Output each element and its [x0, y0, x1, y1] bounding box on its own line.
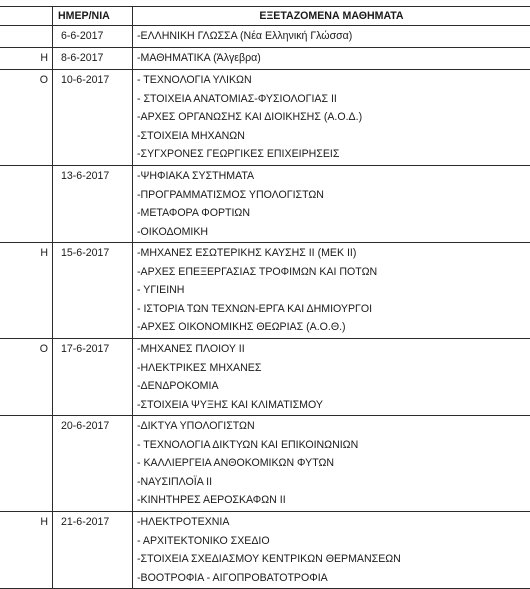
date-cell	[52, 48, 133, 69]
header-subjects-cell	[133, 7, 530, 25]
subject-item: -ΣΤΟΙΧΕΙΑ ΨΥΞΗΣ ΚΑΙ ΚΛΙΜΑΤΙΣΜΟΥ	[137, 398, 323, 411]
subject-item: -ΑΡΧΕΣ ΟΙΚΟΝΟΜΙΚΗΣ ΘΕΩΡΙΑΣ (Α.Ο.Θ.)	[137, 321, 346, 334]
exam-date: 15-6-2017	[61, 247, 110, 259]
header-date-label: ΗΜΕΡ/ΝΙΑ	[58, 10, 110, 22]
exam-date: 6-6-2017	[61, 30, 104, 42]
subject-item: -ΣΤΟΙΧΕΙΑ ΜΗΧΑΝΩΝ	[137, 129, 245, 142]
subject-item: -ΔΕΝΔΡΟΚΟΜΙΑ	[137, 380, 219, 393]
day-cell	[0, 243, 53, 338]
subject-item: - ΥΓΙΕΙΝΗ	[137, 284, 185, 297]
subject-item: - ΣΤΟΙΧΕΙΑ ΑΝΑΤΟΜΙΑΣ-ΦΥΣΙΟΛΟΓΙΑΣ ΙΙ	[137, 92, 337, 105]
day-cell	[0, 48, 53, 69]
table-header-row	[0, 6, 530, 25]
subject-list	[137, 27, 352, 46]
subject-item: -ΝΑΥΣΙΠΛΟΪΑ ΙΙ	[137, 475, 213, 488]
date-cell	[52, 416, 133, 511]
date-cell	[52, 339, 133, 415]
table-row	[0, 242, 530, 338]
header-date-cell	[52, 7, 133, 25]
day-cell	[0, 416, 53, 511]
subject-list	[137, 340, 323, 414]
subject-item: -ΜΑΘΗΜΑΤΙΚΑ (Άλγεβρα)	[137, 52, 261, 64]
subject-item: - ΚΑΛΛΙΕΡΓΕΙΑ ΑΝΘΟΚΟΜΙΚΩΝ ΦΥΤΩΝ	[137, 457, 335, 470]
subjects-cell	[133, 512, 530, 588]
day-text: Ο	[39, 74, 48, 86]
table-row	[0, 47, 530, 69]
subject-item: -ΠΡΟΓΡΑΜΜΑΤΙΣΜΟΣ ΥΠΟΛΟΓΙΣΤΩΝ	[137, 188, 324, 201]
subject-list	[137, 49, 261, 68]
subject-item: -ΣΥΓΧΡΟΝΕΣ ΓΕΩΡΓΙΚΕΣ ΕΠΙΧΕΙΡΗΣΕΙΣ	[137, 148, 340, 161]
exam-date: 20-6-2017	[61, 420, 110, 432]
subject-item: - ΙΣΤΟΡΙΑ ΤΩΝ ΤΕΧΝΩΝ-ΕΡΓΑ ΚΑΙ ΔΗΜΙΟΥΡΓΟΙ	[137, 302, 373, 315]
subject-item: -ΨΗΦΙΑΚΑ ΣΥΣΤΗΜΑΤΑ	[137, 170, 255, 182]
subjects-cell	[133, 48, 530, 69]
subject-item: - ΑΡΧΙΤΕΚΤΟΝΙΚΟ ΣΧΕΔΙΟ	[137, 534, 270, 547]
subject-item: -ΚΙΝΗΤΗΡΕΣ ΑΕΡΟΣΚΑΦΩΝ ΙΙ	[137, 494, 286, 507]
day-cell	[0, 512, 53, 588]
day-text: Η	[40, 516, 48, 528]
subject-item: -ΑΡΧΕΣ ΕΠΕΞΕΡΓΑΣΙΑΣ ΤΡΟΦΙΜΩΝ ΚΑΙ ΠΟΤΩΝ	[137, 265, 378, 278]
date-cell	[52, 243, 133, 338]
subjects-cell	[133, 243, 530, 338]
subject-item: -ΜΕΤΑΦΟΡΑ ΦΟΡΤΙΩΝ	[137, 207, 251, 220]
subject-item: -ΒΟΟΤΡΟΦΙΑ - ΑΙΓΟΠΡΟΒΑΤΟΤΡΟΦΙΑ	[137, 571, 328, 584]
subjects-cell	[133, 416, 530, 511]
day-text: Η	[40, 247, 48, 259]
subjects-cell	[133, 26, 530, 47]
exam-schedule-table	[0, 6, 530, 589]
day-cell	[0, 26, 53, 47]
date-cell	[52, 166, 133, 242]
header-day-cell	[0, 7, 53, 25]
subject-list	[137, 513, 401, 587]
date-cell	[52, 26, 133, 47]
date-cell	[52, 512, 133, 588]
day-text: Η	[40, 52, 48, 64]
subject-item: -ΟΙΚΟΔΟΜΙΚΗ	[137, 225, 209, 238]
subject-list	[137, 244, 377, 337]
day-cell	[0, 339, 53, 415]
subject-item: -ΣΤΟΙΧΕΙΑ ΣΧΕΔΙΑΣΜΟΥ ΚΕΝΤΡΙΚΩΝ ΘΕΡΜΑΝΣΕΩΝ	[137, 553, 401, 566]
day-cell	[0, 166, 53, 242]
table-row	[0, 69, 530, 165]
subject-list	[137, 167, 324, 241]
subjects-cell	[133, 166, 530, 242]
subject-item: - ΤΕΧΝΟΛΟΓΙΑ ΔΙΚΤΥΩΝ ΚΑΙ ΕΠΙΚΟΙΝΩΝΙΩΝ	[137, 438, 359, 451]
subject-list	[137, 417, 358, 510]
exam-date: 13-6-2017	[61, 170, 110, 182]
subject-item: -ΜΗΧΑΝΕΣ ΕΣΩΤΕΡΙΚΗΣ ΚΑΥΣΗΣ ΙΙ (ΜΕΚ ΙΙ)	[137, 247, 357, 259]
table-row	[0, 25, 530, 47]
subject-item: -ΔΙΚΤΥΑ ΥΠΟΛΟΓΙΣΤΩΝ	[137, 420, 255, 432]
table-row	[0, 415, 530, 511]
table-body	[0, 25, 530, 589]
table-row	[0, 338, 530, 415]
subject-item: -ΑΡΧΕΣ ΟΡΓΑΝΩΣΗΣ ΚΑΙ ΔΙΟΙΚΗΣΗΣ (Α.Ο.Δ.)	[137, 111, 363, 124]
day-text: Ο	[39, 343, 48, 355]
subjects-cell	[133, 339, 530, 415]
exam-date: 10-6-2017	[61, 74, 110, 86]
exam-date: 8-6-2017	[61, 52, 104, 64]
exam-date: 17-6-2017	[61, 343, 110, 355]
subject-item: -ΗΛΕΚΤΡΙΚΕΣ ΜΗΧΑΝΕΣ	[137, 361, 262, 374]
subject-item: -ΕΛΛΗΝΙΚΗ ΓΛΩΣΣΑ (Νέα Ελληνική Γλώσσα)	[137, 30, 353, 42]
subjects-cell	[133, 70, 530, 165]
subject-item: -ΗΛΕΚΤΡΟΤΕΧΝΙΑ	[137, 516, 230, 528]
day-cell	[0, 70, 53, 165]
exam-date: 21-6-2017	[61, 516, 110, 528]
subject-list	[137, 71, 362, 164]
date-cell	[52, 70, 133, 165]
table-row	[0, 165, 530, 242]
subject-item: -ΜΗΧΑΝΕΣ ΠΛΟΙΟΥ ΙΙ	[137, 343, 245, 355]
subject-item: - ΤΕΧΝΟΛΟΓΙΑ ΥΛΙΚΩΝ	[137, 74, 252, 86]
header-subjects-label: ΕΞΕΤΑΖΟΜΕΝΑ ΜΑΘΗΜΑΤΑ	[259, 10, 404, 22]
table-row	[0, 511, 530, 589]
